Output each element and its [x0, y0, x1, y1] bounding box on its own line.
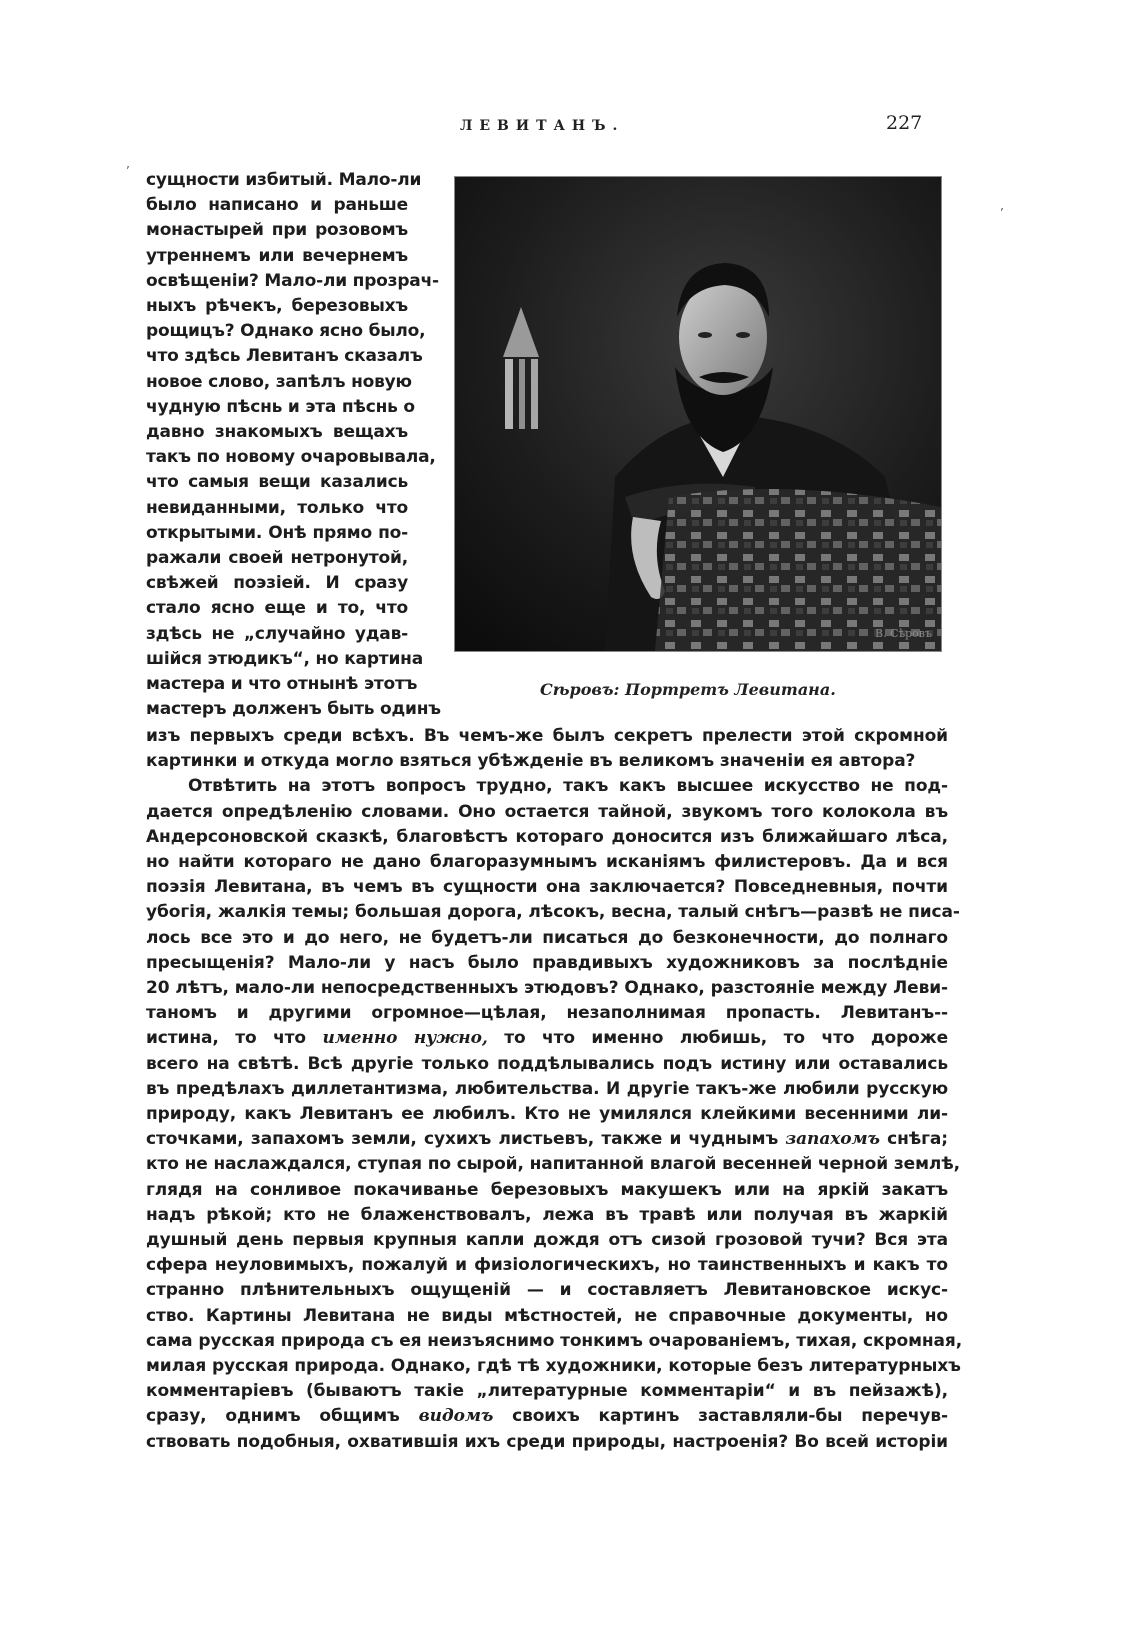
figure-caption: Сѣровъ: Портретъ Левитана.: [540, 680, 836, 699]
text-line: милая русская природа. Однако, гдѣ тѣ художники, которые безъ литературныхъ: [146, 1356, 961, 1377]
text-line: странно плѣнительныхъ ощущеній — и составляетъ Левитановское искус-: [146, 1280, 948, 1301]
text-line: свѣжей поэзіей. И сразу: [146, 573, 408, 594]
text-line: поэзія Левитана, въ чемъ въ сущности она заключается? Повседневныя, почти: [146, 877, 948, 898]
running-title: ЛЕВИТАНЪ.: [460, 118, 625, 134]
emphasis-text: видомъ: [418, 1406, 494, 1427]
print-speck: ’: [1000, 206, 1004, 220]
text-fragment: то что именно любишь, то что дороже: [504, 1028, 949, 1049]
text-fragment: снѣга;: [887, 1129, 948, 1150]
text-line: мастера и что отнынѣ этотъ: [146, 674, 418, 695]
text-line: таномъ и другими огромное—цѣлая, незаполнимая пропасть. Левитанъ--: [146, 1003, 948, 1024]
text-line: изъ первыхъ среди всѣхъ. Въ чемъ-же былъ секретъ прелести этой скромной: [146, 726, 948, 746]
text-fragment: сточками, запахомъ земли, сухихъ листьевъ, также и чуднымъ: [146, 1129, 779, 1150]
text-line: чудную пѣснь и эта пѣснь о: [146, 396, 415, 417]
text-line: ство. Картины Левитана не виды мѣстностей, не справочные документы, но: [146, 1305, 948, 1326]
main-text: [146, 724, 963, 1455]
text-line: ныхъ рѣчекъ, березовыхъ: [146, 296, 408, 317]
emphasis-text: запахомъ: [785, 1129, 880, 1150]
text-line: шійся этюдикъ“, но картина: [146, 648, 423, 669]
text-line: мастеръ долженъ быть одинъ: [146, 699, 441, 720]
left-column-text: [146, 168, 441, 722]
page-number: 227: [886, 112, 923, 134]
text-line: но найти котораго не дано благоразумнымъ исканіямъ филистеровъ. Да и вся: [146, 852, 948, 873]
text-line: картинки и откуда могло взяться убѣжденіе въ великомъ значеніи ея автора?: [146, 751, 916, 772]
text-line: монастырей при розовомъ: [146, 220, 408, 241]
text-line: природу, какъ Левитанъ ее любилъ. Кто не умилялся клейкими весенними ли-: [146, 1104, 948, 1125]
text-line: комментаріевъ (бываютъ такіе „литературные комментаріи“ и въ пейзажѣ),: [146, 1381, 948, 1402]
text-line: ражали своей нетронутой,: [146, 548, 408, 569]
text-line: открытыми. Онѣ прямо по-: [146, 522, 408, 543]
text-line: что самыя вещи казались: [146, 472, 408, 493]
print-speck: ’: [126, 164, 130, 178]
text-line: утреннемъ или вечернемъ: [146, 245, 408, 266]
text-line: въ предѣлахъ диллетантизма, любительства. И другіе такъ-же любили русскую: [146, 1078, 948, 1099]
text-line: сфера неуловимыхъ, пожалуй и физіологическихъ, но таинственныхъ и какъ то: [146, 1255, 948, 1276]
text-line: рощицъ? Однако ясно было,: [146, 321, 426, 342]
emphasis-text: именно нужно,: [322, 1028, 488, 1049]
text-line: глядя на сонливое покачиванье березовыхъ макушекъ или на яркій закатъ: [146, 1179, 948, 1200]
text-line: пресыщенія? Мало-ли у насъ было правдивыхъ художниковъ за послѣдніе: [146, 952, 948, 973]
text-line: лось все это и до него, не будетъ-ли писаться до безконечности, до полнаго: [146, 927, 948, 948]
text-line: кто не наслаждался, ступая по сырой, напитанной влагой весенней черной землѣ,: [146, 1154, 960, 1175]
text-line: стало ясно еще и то, что: [146, 598, 408, 619]
text-line: Отвѣтить на этотъ вопросъ трудно, такъ какъ высшее искусство не под-: [188, 776, 948, 797]
text-line: давно знакомыхъ вещахъ: [146, 422, 408, 443]
text-fragment: истина, то что: [146, 1028, 306, 1049]
text-line: здѣсь не „случайно удав-: [146, 623, 408, 644]
text-fragment: своихъ картинъ заставляли-бы перечув-: [512, 1406, 948, 1427]
text-line: Андерсоновской сказкѣ, благовѣстъ котораго доносится изъ ближайшаго лѣса,: [146, 826, 948, 847]
text-fragment: сразу, однимъ общимъ: [146, 1406, 400, 1427]
text-line: невиданными, только что: [146, 497, 408, 518]
text-line: убогія, жалкія темы; большая дорога, лѣсокъ, весна, талый снѣгъ—развѣ не писа-: [146, 902, 960, 923]
text-line: сущности избитый. Мало-ли: [146, 170, 422, 190]
text-line: 20 лѣтъ, мало-ли непосредственныхъ этюдовъ? Однако, разстояніе между Леви-: [146, 978, 948, 999]
text-line: освѣщеніи? Мало-ли прозрач-: [146, 270, 439, 291]
text-line: дается опредѣленію словами. Оно остается тайной, звукомъ того колокола въ: [146, 801, 948, 822]
portrait-image: [455, 177, 941, 651]
text-line: новое слово, запѣлъ новую: [146, 371, 412, 392]
portrait-figure: [454, 176, 942, 652]
text-line: что здѣсь Левитанъ сказалъ: [146, 346, 423, 367]
text-line: [146, 1127, 948, 1152]
text-line: [146, 1026, 948, 1051]
text-line: ствовать подобныя, охватившія ихъ среди природы, настроенія? Во всей исторіи: [146, 1431, 948, 1452]
text-line: [146, 1404, 948, 1429]
text-line: душный день первыя крупныя капли дождя отъ сизой грозовой тучи? Вся эта: [146, 1230, 948, 1251]
text-line: надъ рѣкой; кто не блаженствовалъ, лежа въ травѣ или получая въ жаркій: [146, 1204, 948, 1225]
painting-signature: В. Сѣровъ: [875, 627, 932, 640]
text-line: сама русская природа съ ея неизъяснимо тонкимъ очарованіемъ, тихая, скромная,: [146, 1330, 963, 1351]
text-line: было написано и раньше: [146, 195, 408, 216]
text-line: такъ по новому очаровывала,: [146, 447, 436, 468]
text-line: всего на свѣтѣ. Всѣ другіе только поддѣлывались подъ истину или оставались: [146, 1053, 948, 1074]
